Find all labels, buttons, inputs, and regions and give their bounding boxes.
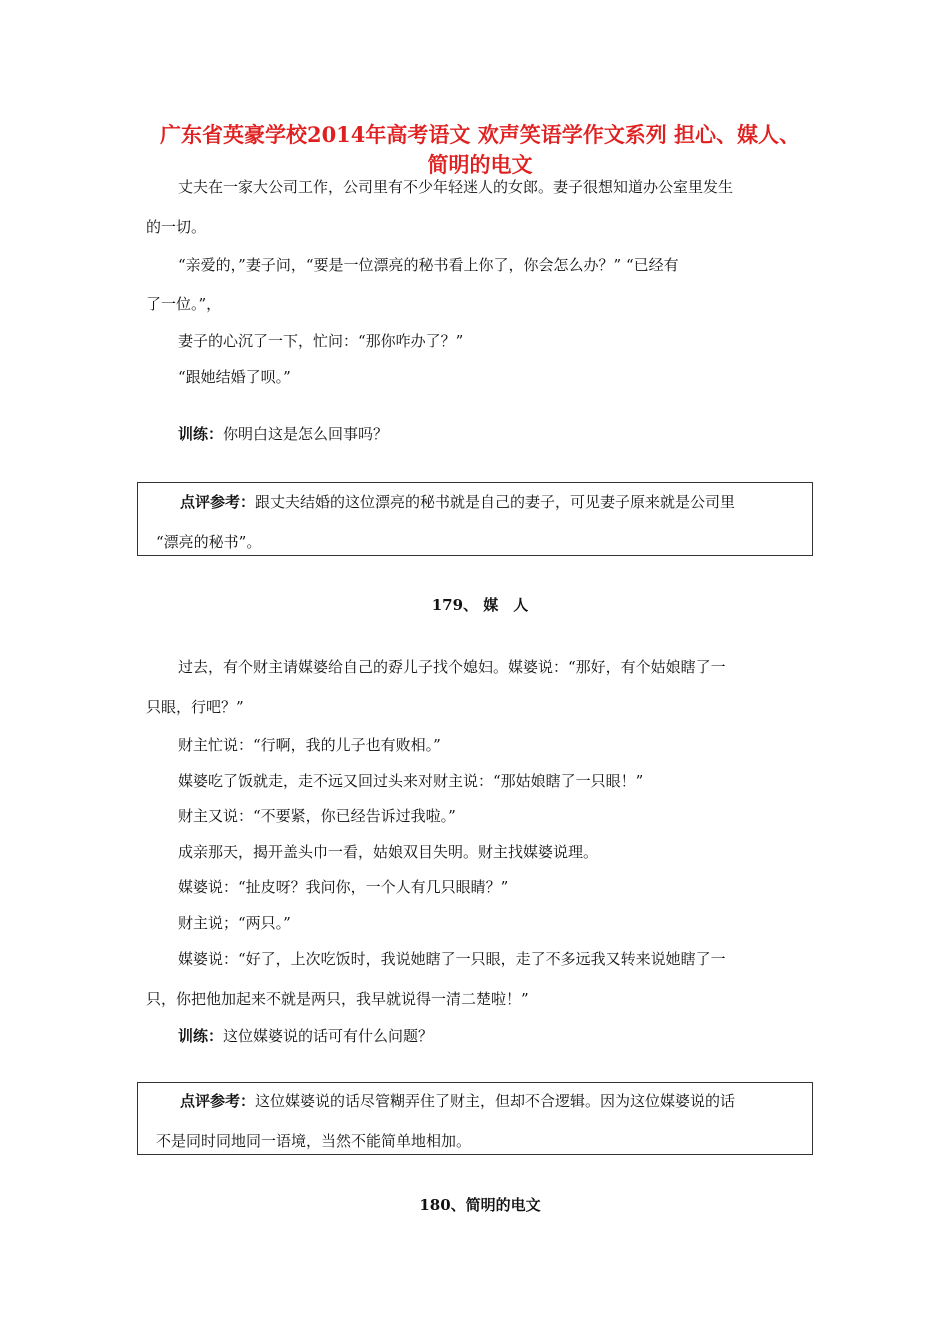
comment-line-1: 点评参考：跟丈夫结婚的这位漂亮的秘书就是自己的妻子，可见妻子原来就是公司里 [180,493,736,511]
story2-paragraph-1: 过去，有个财主请媒婆给自己的孬儿子找个媳妇。媒婆说：“那好，有个姑娘瞎了一 [178,658,726,676]
story1-paragraph-4: “跟她结婚了呗。” [178,368,291,386]
story2-training [146,1026,818,1046]
comment-line-2: “漂亮的秘书”。 [156,533,262,551]
section-heading-179: 179、 媒 人 [431,596,529,614]
story1-paragraph-3: 妻子的心沉了一下，忙问：“那你咋办了？” [178,332,464,350]
story1-paragraph-1: 丈夫在一家大公司工作，公司里有不少年轻迷人的女郎。妻子很想知道办公室里发生 [178,178,734,196]
section-heading-180: 180、简明的电文 [419,1196,541,1214]
training-text: 这位媒婆说的话可有什么问题？ [223,1027,434,1045]
story2-paragraph-3: 媒婆吃了饭就走，走不远又回过头来对财主说：“那姑娘瞎了一只眼！” [178,772,644,790]
training-label: 训练： [178,425,224,443]
comment-label: 点评参考： [180,493,256,511]
training-text: 你明白这是怎么回事吗？ [223,425,389,443]
story2-paragraph-1-cont: 只眼，行吧？” [146,698,244,716]
training-label: 训练： [178,1027,224,1045]
story2-paragraph-8-cont: 只，你把他加起来不就是两只，我早就说得一清二楚啦！” [146,990,529,1008]
story1-paragraph-2: “亲爱的，”妻子问，“要是一位漂亮的秘书看上你了，你会怎么办？” “已经有 [178,256,679,274]
title-line-2: 简明的电文 [427,152,533,177]
story2-paragraph-4: 财主又说：“不要紧，你已经告诉过我啦。” [178,807,456,825]
comment-line-1: 点评参考：这位媒婆说的话尽管糊弄住了财主，但却不合逻辑。因为这位媒婆说的话 [180,1092,736,1110]
story1-paragraph-2-cont: 了一位。”， [146,295,222,313]
comment-label: 点评参考： [180,1092,256,1110]
story2-paragraph-8: 媒婆说：“好了，上次吃饭时，我说她瞎了一只眼，走了不多远我又转来说她瞎了一 [178,950,726,968]
story2-paragraph-5: 成亲那天，揭开盖头巾一看，姑娘双目失明。财主找媒婆说理。 [178,843,599,861]
comment-line-2: 不是同时同地同一语境，当然不能简单地相加。 [156,1132,472,1150]
story2-paragraph-2: 财主忙说：“行啊，我的儿子也有败相。” [178,736,441,754]
title-line-1: 广东省英豪学校2014年高考语文 欢声笑语学作文系列 担心、媒人、 [159,122,801,147]
story1-paragraph-1-cont: 的一切。 [146,218,207,236]
document-title [140,120,820,180]
story1-comment-box [137,482,813,556]
story1-training [146,424,818,444]
story2-paragraph-7: 财主说；“两只。” [178,914,291,932]
story2-paragraph-6: 媒婆说：“扯皮呀？我问你，一个人有几只眼睛？” [178,878,509,896]
story2-comment-box [137,1082,813,1155]
